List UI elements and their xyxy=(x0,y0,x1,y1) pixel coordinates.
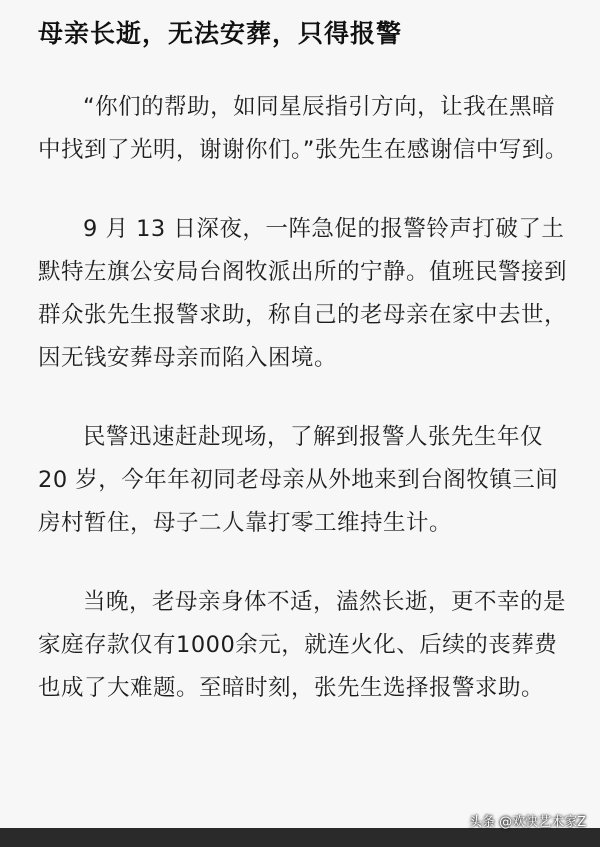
paragraph-thanks-letter: “你们的帮助，如同星辰指引方向，让我在黑暗中找到了光明，谢谢你们。”张先生在感谢信中写到。 xyxy=(38,94,568,163)
paragraph-alarm-call: 9 月 13 日深夜，一阵急促的报警铃声打破了土默特左旗公安局台阁牧派出所的宁静。值班民警接到群众张先生报警求助，称自己的老母亲在家中去世，因无钱安葬母亲而陷入困境。 xyxy=(38,216,568,371)
article-body xyxy=(38,86,578,746)
paragraph-hardship: 当晚，老母亲身体不适，溘然长逝，更不幸的是家庭存款仅有1000余元，就连火化、后续的丧葬费也成了大难题。至暗时刻，张先生选择报警求助。 xyxy=(38,589,567,701)
article-headline: 母亲长逝，无法安葬，只得报警 xyxy=(38,19,403,48)
paragraph-background: 民警迅速赶赴现场，了解到报警人张先生年仅 20 岁，今年年初同老母亲从外地来到台阁牧镇三间房村暂住，母子二人靠打零工维持生计。 xyxy=(38,424,559,536)
source-watermark: 头条 @欢快艺术家Z xyxy=(468,815,586,830)
